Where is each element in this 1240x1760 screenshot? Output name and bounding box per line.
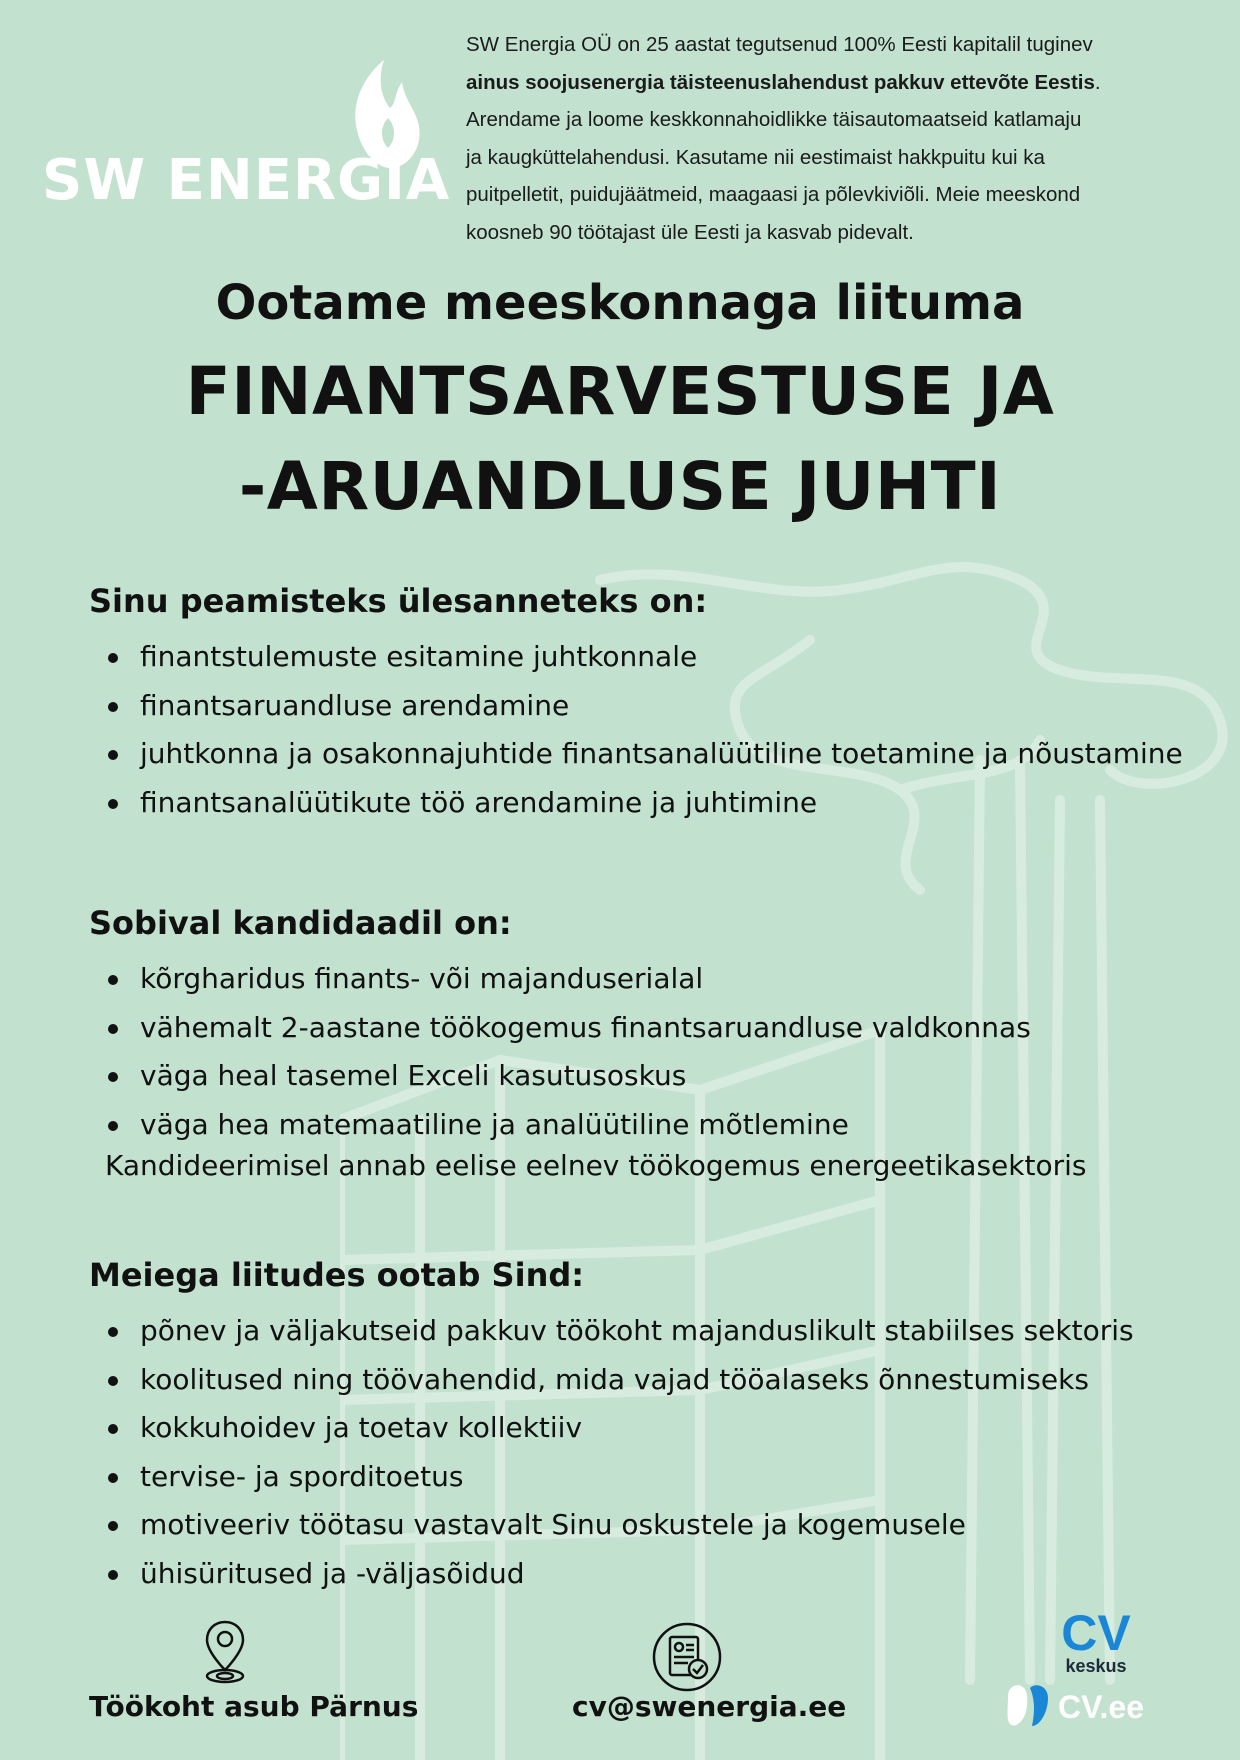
cv-keskus-logo (1050, 1608, 1142, 1676)
intro-line-2 (466, 64, 1226, 102)
list-item: kokkuhoidev ja toetav kollektiiv (104, 1404, 1134, 1453)
list-item: väga heal tasemel Exceli kasutusoskus (104, 1052, 1031, 1101)
list-item: tervise- ja sporditoetus (104, 1453, 1134, 1502)
location-pin-icon (203, 1618, 247, 1686)
cv-keskus-logo-text: CV (1061, 1608, 1131, 1661)
intro-line-6: koosneb 90 töötajast üle Eesti ja kasvab pidevalt. (466, 220, 914, 244)
list-item: põnev ja väljakutseid pakkuv töökoht majanduslikult stabiilses sektoris (104, 1307, 1134, 1356)
list-item: ühisüritused ja -väljasõidud (104, 1550, 1134, 1599)
intro-line-1: SW Energia OÜ on 25 aastat tegutsenud 100% Eesti kapitalil tuginev (466, 33, 1093, 56)
tasks-list (104, 633, 1183, 827)
job-title-line-2: -ARUANDLUSE JUHTI (238, 448, 1002, 525)
list-item: kõrgharidus finants- või majanduserialal (104, 955, 1031, 1004)
cv-ee-text: CV.ee (1058, 1689, 1144, 1725)
contact-email[interactable]: cv@swenergia.ee (572, 1690, 847, 1723)
list-item: vähemalt 2-aastane töökogemus finantsaruandluse valdkonnas (104, 1004, 1031, 1053)
list-item: finantsanalüütikute töö arendamine ja juhtimine (104, 779, 1183, 828)
intro-line-4: ja kaugküttelahendusi. Kasutame nii eestimaist hakkpuitu kui ka (466, 145, 1045, 169)
candidate-note: Kandideerimisel annab eelise eelnev töökogemus energeetikasektoris (105, 1149, 1087, 1182)
logo-text: SW ENERGIA (42, 148, 451, 213)
document-check-icon (652, 1622, 722, 1692)
candidate-list (104, 955, 1031, 1149)
list-item: juhtkonna ja osakonnajuhtide finantsanalüütiline toetamine ja nõustamine (104, 730, 1183, 779)
offer-title: Meiega liitudes ootab Sind: (89, 1256, 585, 1294)
intro-bold-text: ainus soojusenergia täisteenuslahendust pakkuv ettevõte Eestis (466, 70, 1095, 94)
list-item: koolitused ning töövahendid, mida vajad tööalaseks õnnestumiseks (104, 1356, 1134, 1405)
intro-bold-end: . (1094, 70, 1101, 94)
job-title-line-1: FINANTSARVESTUSE JA (185, 353, 1055, 430)
location-text: Töökoht asub Pärnus (89, 1690, 419, 1723)
list-item: finantstulemuste esitamine juhtkonnale (104, 633, 1183, 682)
list-item: väga hea matemaatiline ja analüütiline mõtlemine (104, 1101, 1031, 1150)
intro-line-5: puitpelletit, puidujäätmeid, maagaasi ja põlevkiviõli. Meie meeskond (466, 183, 1081, 206)
cv-keskus-sub: keskus (1065, 1656, 1127, 1676)
headline-subtitle: Ootame meeskonnaga liituma (215, 275, 1025, 331)
list-item: finantsaruandluse arendamine (104, 682, 1183, 731)
offer-list (104, 1307, 1134, 1598)
candidate-title: Sobival kandidaadil on: (89, 904, 512, 942)
intro-line-3: Arendame ja loome keskkonnahoidlikke täisautomaatseid katlamaju (466, 108, 1082, 131)
tasks-title: Sinu peamisteks ülesanneteks on: (89, 582, 708, 620)
cv-ee-logo (1004, 1678, 1164, 1734)
sw-energia-logo (42, 60, 462, 220)
company-intro (466, 26, 1226, 251)
list-item: motiveeriv töötasu vastavalt Sinu oskustele ja kogemusele (104, 1501, 1134, 1550)
